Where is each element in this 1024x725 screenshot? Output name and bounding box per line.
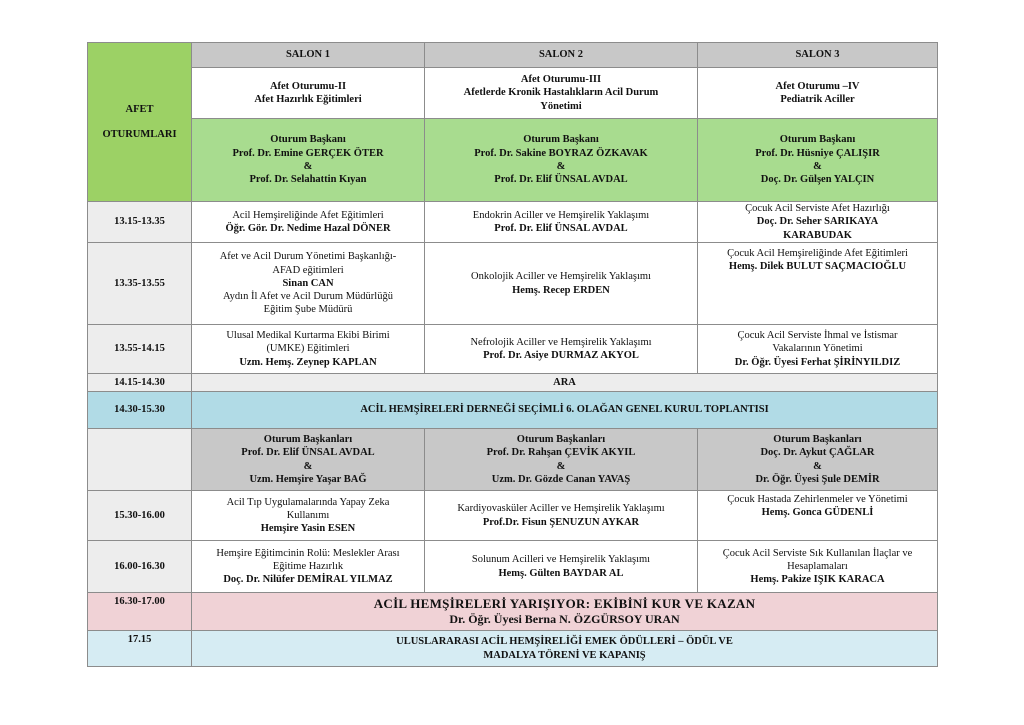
talk-title: Çocuk Acil Serviste Sık Kullanılan İlaçlar ve	[722, 547, 913, 559]
session-title-line: Afet Oturumu –IV	[775, 80, 860, 92]
session-subtitle: Pediatrik Aciller	[780, 94, 855, 105]
ampersand: &	[556, 161, 566, 172]
ampersand: &	[303, 460, 313, 472]
session-title-salon1	[192, 68, 425, 119]
talk-title: Hesaplamaları	[787, 560, 848, 572]
closing-title: MADALYA TÖRENİ VE KAPANIŞ	[483, 649, 646, 661]
chairs-salon3	[698, 119, 938, 202]
empty-time-cell	[88, 429, 192, 491]
talk-title: Çocuk Acil Serviste İhmal ve İstismar	[737, 330, 898, 341]
talk-cell	[192, 243, 425, 325]
afet-label-line1: AFET	[125, 103, 154, 115]
talk-title: Hemşire Eğitimcinin Rolü: Meslekler Arası	[216, 547, 400, 559]
time-slot: 16.30-17.00	[88, 593, 192, 631]
competition-speaker: Dr. Öğr. Üyesi Berna N. ÖZGÜRSOY URAN	[449, 612, 680, 627]
talk-cell	[425, 325, 698, 374]
session-title-salon3	[698, 68, 938, 119]
talk-title: Eğitime Hazırlık	[272, 560, 344, 572]
talk-cell	[425, 541, 698, 593]
session-subtitle: Afet Hazırlık Eğitimleri	[254, 94, 362, 105]
table-row	[88, 243, 938, 325]
talk-cell	[698, 491, 938, 541]
salon1-header: SALON 1	[192, 43, 425, 68]
speaker-affiliation: Aydın İl Afet ve Acil Durum Müdürlüğü	[223, 291, 393, 303]
speaker-name: Prof.Dr. Fisun ŞENUZUN AYKAR	[482, 516, 640, 528]
speaker-name: Hemşire Yasin ESEN	[260, 523, 356, 535]
ampersand: &	[556, 460, 566, 472]
talk-cell	[698, 541, 938, 593]
speaker-name: Prof. Dr. Elif ÜNSAL AVDAL	[494, 223, 628, 234]
talk-title: Çocuk Hastada Zehirlenmeler ve Yönetimi	[727, 494, 908, 505]
chairs-salon2	[425, 119, 698, 202]
speaker-name: KARABUDAK	[783, 229, 852, 241]
table-row	[88, 491, 938, 541]
session-title-line: Afet Oturumu-III	[520, 74, 602, 85]
talk-title: Afet ve Acil Durum Yönetimi Başkanlığı-	[219, 251, 397, 263]
talk-cell	[425, 243, 698, 325]
time-slot: 13.55-14.15	[88, 325, 192, 374]
talk-title: Çocuk Acil Serviste Afet Hazırlığı	[745, 203, 890, 214]
speaker-name: Dr. Öğr. Üyesi Ferhat ŞİRİNYILDIZ	[734, 356, 901, 368]
chair-heading: Oturum Başkanı	[523, 134, 599, 146]
salon3-header: SALON 3	[698, 43, 938, 68]
talk-cell	[192, 491, 425, 541]
afet-oturumlari-label	[88, 43, 192, 202]
ampersand: &	[813, 161, 822, 172]
table-row	[88, 202, 938, 243]
table-row	[88, 541, 938, 593]
break-label: ARA	[192, 374, 938, 392]
competition-cell	[192, 593, 938, 631]
speaker-name: Hemş. Pakize IŞIK KARACA	[750, 574, 885, 586]
time-slot: 16.00-16.30	[88, 541, 192, 593]
talk-title: Endokrin Aciller ve Hemşirelik Yaklaşımı	[472, 209, 650, 221]
session-title-row	[88, 68, 938, 119]
talk-cell	[698, 202, 938, 243]
general-assembly-row	[88, 392, 938, 429]
chair-heading: Oturum Başkanları	[263, 433, 353, 445]
talk-title: Çocuk Acil Hemşireliğinde Afet Eğitimleri	[727, 248, 908, 259]
chair-name: Prof. Dr. Elif ÜNSAL AVDAL	[494, 174, 628, 186]
general-assembly-label: ACİL HEMŞİRELERİ DERNEĞİ SEÇİMLİ 6. OLAĞAN GENEL KURUL TOPLANTISI	[192, 392, 938, 429]
chair-heading: Oturum Başkanı	[779, 134, 856, 146]
time-slot: 13.15-13.35	[88, 202, 192, 243]
time-slot: 15.30-16.00	[88, 491, 192, 541]
speaker-name: Prof. Dr. Asiye DURMAZ AKYOL	[483, 350, 639, 361]
chairs-salon1	[192, 429, 425, 491]
chairs-salon1	[192, 119, 425, 202]
afet-label-line2: OTURUMLARI	[102, 129, 177, 140]
talk-cell	[192, 541, 425, 593]
chair-name: Doç. Dr. Gülşen YALÇIN	[760, 174, 875, 186]
ampersand: &	[813, 460, 822, 472]
chair-name: Doç. Dr. Aykut ÇAĞLAR	[760, 447, 875, 459]
chair-name: Dr. Öğr. Üyesi Şule DEMİR	[755, 473, 880, 485]
competition-row	[88, 593, 938, 631]
break-row	[88, 374, 938, 392]
session-title-line: Afet Oturumu-II	[269, 80, 347, 92]
chairs-salon2	[425, 429, 698, 491]
talk-cell	[192, 202, 425, 243]
speaker-name: Hemş. Gonca GÜDENLİ	[761, 507, 874, 519]
talk-cell	[192, 325, 425, 374]
speaker-name: Uzm. Hemş. Zeynep KAPLAN	[239, 356, 377, 368]
competition-title: ACİL HEMŞİRELERİ YARIŞIYOR: EKİBİNİ KUR VE KAZAN	[373, 595, 756, 611]
chair-name: Prof. Dr. Emine GERÇEK ÖTER	[232, 147, 384, 159]
chair-heading: Oturum Başkanı	[270, 134, 346, 146]
talk-title: Nefrolojik Aciller ve Hemşirelik Yaklaşımı	[470, 336, 652, 348]
session-subtitle: Yönetimi	[540, 100, 582, 112]
talk-title: Onkolojik Aciller ve Hemşirelik Yaklaşımı	[471, 271, 651, 283]
closing-row	[88, 631, 938, 667]
table-row	[88, 325, 938, 374]
closing-title: ULUSLARARASI ACİL HEMŞİRELİĞİ EMEK ÖDÜLLERİ – ÖDÜL VE	[396, 636, 733, 648]
time-slot: 14.30-15.30	[88, 392, 192, 429]
speaker-name: Öğr. Gör. Dr. Nedime Hazal DÖNER	[225, 223, 391, 234]
time-slot: 17.15	[88, 631, 192, 667]
talk-title: Ulusal Medikal Kurtarma Ekibi Birimi	[226, 330, 390, 341]
session-title-salon2	[425, 68, 698, 119]
chair-heading: Oturum Başkanları	[773, 433, 862, 445]
talk-title: Acil Hemşireliğinde Afet Eğitimleri	[232, 209, 384, 221]
speaker-name: Hemş. Dilek BULUT SAÇMACIOĞLU	[728, 261, 907, 273]
chair-name: Prof. Dr. Hüsniye ÇALIŞIR	[755, 147, 880, 159]
speaker-name: Hemş. Gülten BAYDAR AL	[498, 567, 624, 579]
time-slot: 13.35-13.55	[88, 243, 192, 325]
speaker-affiliation: Eğitim Şube Müdürü	[263, 304, 353, 316]
talk-cell	[698, 325, 938, 374]
talk-title: Acil Tıp Uygulamalarında Yapay Zeka	[226, 496, 390, 508]
talk-cell	[425, 202, 698, 243]
chair-name: Prof. Dr. Sakine BOYRAZ ÖZKAVAK	[474, 147, 648, 159]
speaker-name: Hemş. Recep ERDEN	[512, 284, 610, 296]
talk-title: (UMKE) Eğitimleri	[266, 343, 350, 355]
talk-cell	[698, 243, 938, 325]
talk-title: Kullanımı	[286, 509, 330, 521]
time-slot: 14.15-14.30	[88, 374, 192, 392]
chair-name: Prof. Dr. Selahattin Kıyan	[249, 174, 367, 186]
program-table	[87, 42, 938, 667]
closing-cell	[192, 631, 938, 667]
chairs-salon3	[698, 429, 938, 491]
salon2-header: SALON 2	[425, 43, 698, 68]
session-subtitle: Afetlerde Kronik Hastalıkların Acil Durum	[463, 87, 659, 99]
talk-title: Vakalarının Yönetimi	[772, 343, 863, 355]
chair-name: Uzm. Hemşire Yaşar BAĞ	[249, 473, 367, 485]
speaker-name: Doç. Dr. Nilüfer DEMİRAL YILMAZ	[223, 574, 393, 586]
talk-title: AFAD eğitimleri	[272, 264, 344, 276]
chair-name: Uzm. Dr. Gözde Canan YAVAŞ	[491, 473, 631, 485]
header-row	[88, 43, 938, 68]
talk-title: Solunum Acilleri ve Hemşirelik Yaklaşımı	[471, 554, 651, 566]
chair-heading: Oturum Başkanları	[516, 433, 606, 445]
ampersand: &	[303, 161, 313, 172]
speaker-name: Doç. Dr. Seher SARIKAYA	[756, 216, 879, 228]
chair-name: Prof. Dr. Rahşan ÇEVİK AKYIL	[486, 447, 636, 459]
chair-name: Prof. Dr. Elif ÜNSAL AVDAL	[241, 447, 375, 459]
speaker-name: Sinan CAN	[282, 277, 334, 289]
chairs-row-2	[88, 429, 938, 491]
chairs-row-1	[88, 119, 938, 202]
talk-title: Kardiyovasküler Aciller ve Hemşirelik Yaklaşımı	[457, 503, 665, 515]
talk-cell	[425, 491, 698, 541]
